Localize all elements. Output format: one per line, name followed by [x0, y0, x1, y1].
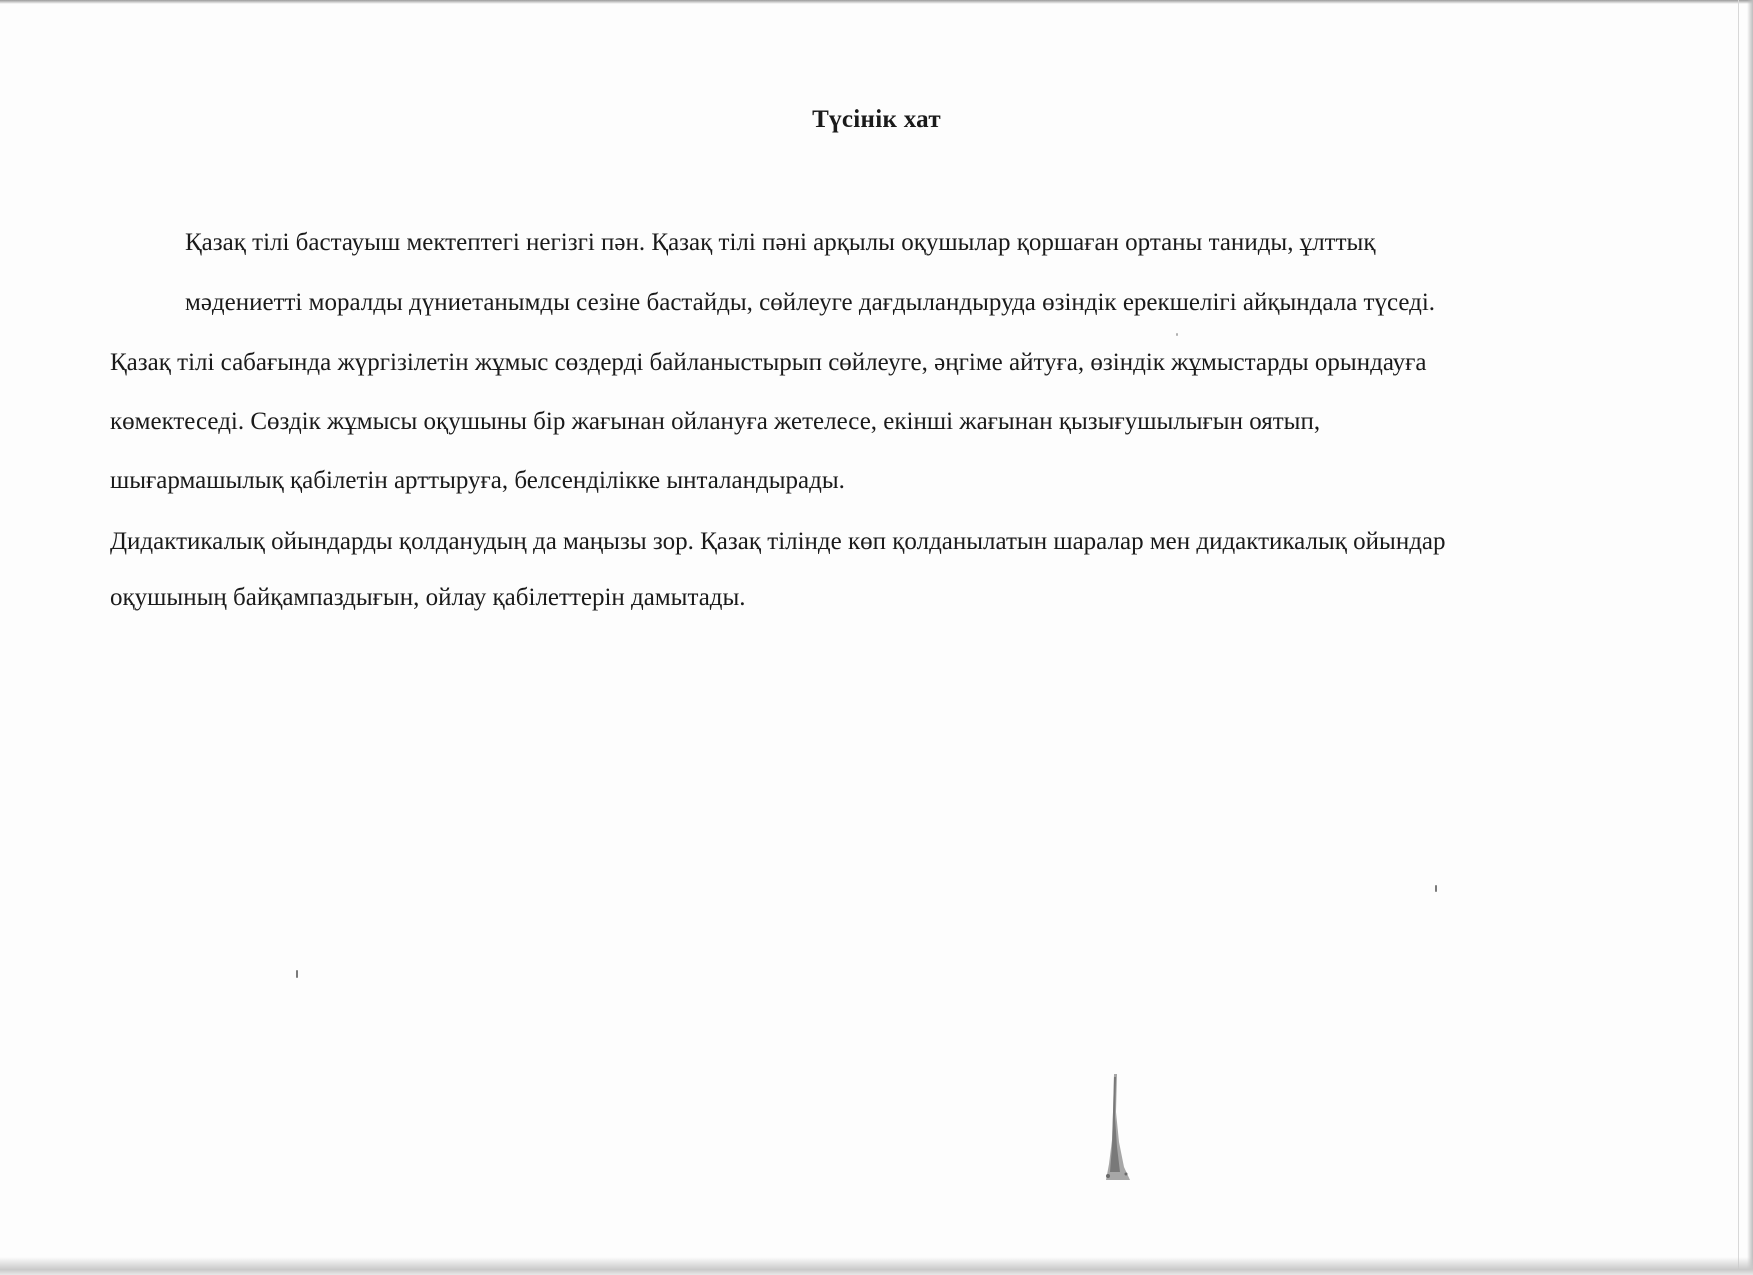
paragraph-line-5: шығармашылық қабілетін арттыруға, белсенділікке ынталандырады. [110, 467, 845, 494]
scan-speck [1435, 885, 1437, 892]
paragraph-line-3: Қазақ тілі сабағында жүргізілетін жұмыс сөздерді байланыстырып сөйлеуге, әңгіме айтуға, өзіндік жұмыстарды орындауға [110, 349, 1427, 376]
paragraph-line-7: оқушының байқампаздығын, ойлау қабілеттерін дамытады. [110, 584, 746, 611]
paragraph-line-6: Дидактикалық ойындарды қолданудың да маңызы зор. Қазақ тілінде көп қолданылатын шаралар мен дидактикалық ойындар [110, 528, 1446, 555]
scan-edge-top [0, 0, 1753, 4]
paragraph-line-4: көмектеседі. Сөздік жұмысы оқушыны бір жағынан ойлануға жетелесе, екінші жағынан қызығушылығын оятып, [110, 408, 1321, 435]
scan-speck [1176, 333, 1178, 336]
document-title: Түсінік хат [812, 106, 941, 133]
scan-speck [296, 970, 298, 978]
paragraph-line-1: Қазақ тілі бастауыш мектептегі негізгі пән. Қазақ тілі пәні арқылы оқушылар қоршаған ортаны таниды, ұлттық [185, 229, 1376, 256]
paragraph-line-2: мәдениетті моралды дүниетанымды сезіне бастайды, сөйлеуге дағдыландыруда өзіндік ерекшелігі айқындала түседі. [185, 289, 1436, 316]
scan-edge-right-inner [1738, 0, 1739, 1275]
scan-smudge [1100, 1072, 1134, 1182]
scan-edge-right [1747, 0, 1753, 1275]
scan-edge-bottom [0, 1257, 1753, 1275]
